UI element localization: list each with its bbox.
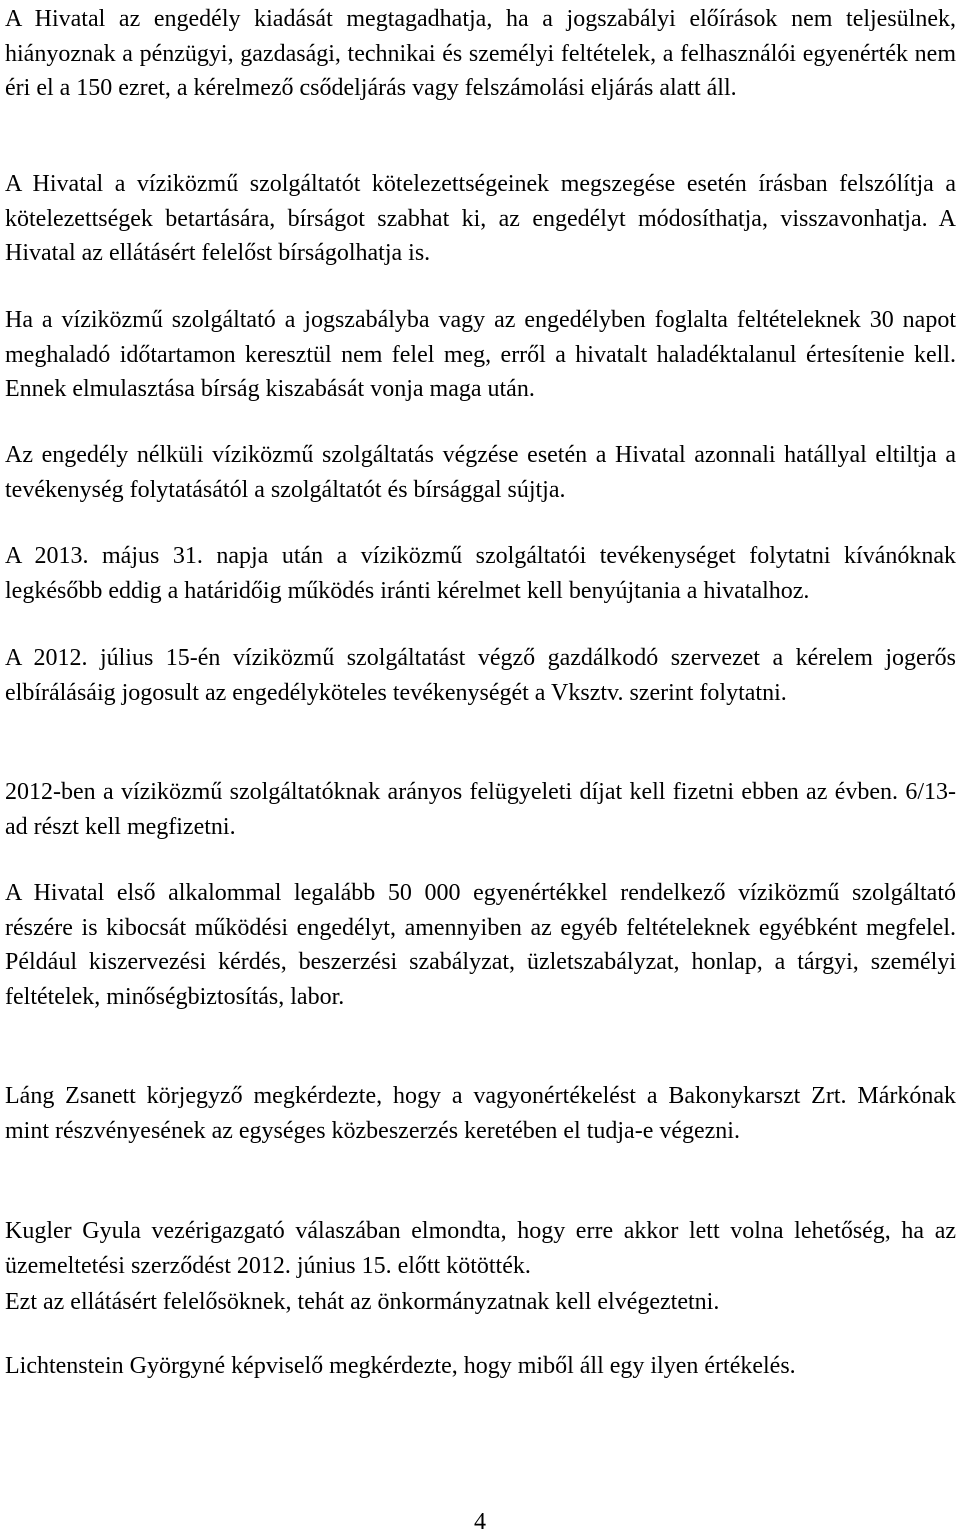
paragraph: A 2013. május 31. napja után a víziközmű szolgáltatói tevékenységet folytatni kívánóknak legkésőbb eddig a határidőig működés iránti kérelmet kell benyújtania a hivatalhoz. [5,543,956,604]
paragraph: Ha a víziközmű szolgáltató a jogszabályba vagy az engedélyben foglalta feltételeknek 30 napot meghaladó időtartamon keresztül nem felel meg, erről a hivatalt haladéktalanul értesítenie kell. Ennek elmulasztása bírság kiszabását vonja maga után. [5,307,956,402]
paragraph: Az engedély nélküli víziközmű szolgáltatás végzése esetén a Hivatal azonnali hatállyal eltiltja a tevékenység folytatásától a szolgáltatót és bírsággal sújtja. [5,442,956,503]
paragraph: Lichtenstein Györgyné képviselő megkérdezte, hogy miből áll egy ilyen értékelés. [5,1353,796,1379]
paragraph: Kugler Gyula vezérigazgató válaszában elmondta, hogy erre akkor lett volna lehetőség, ha az üzemeltetési szerződést 2012. június 15. előtt kötötték. [5,1218,956,1279]
paragraph: A Hivatal a víziközmű szolgáltatót kötelezettségeinek megszegése esetén írásban felszólítja a kötelezettségek betartására, bírságot szabhat ki, az engedélyt módosíthatja, visszavonhatja. A Hivatal az ellátásért felelőst bírságolhatja is. [5,171,956,266]
paragraph: A Hivatal első alkalommal legalább 50 000 egyenértékkel rendelkező víziközmű szolgáltató részére is kibocsát működési engedélyt, amennyiben az egyéb feltételeknek egyébként megfelel. Például kiszervezési kérdés, beszerzési szabályzat, üzletszabályzat, honlap, a tárgyi, személyi feltételek, minőségbiztosítás, labor. [5,880,956,1010]
page-number: 4 [474,1509,486,1535]
paragraph: Ezt az ellátásért felelősöknek, tehát az önkormányzatnak kell elvégeztetni. [5,1289,720,1315]
paragraph: 2012-ben a víziközmű szolgáltatóknak arányos felügyeleti díjat kell fizetni ebben az évben. 6/13-ad részt kell megfizetni. [5,779,956,840]
paragraph: Láng Zsanett körjegyző megkérdezte, hogy a vagyonértékelést a Bakonykarszt Zrt. Márkónak mint részvényesének az egységes közbeszerzés keretében el tudja-e végezni. [5,1083,956,1144]
paragraph: A 2012. július 15-én víziközmű szolgáltatást végző gazdálkodó szervezet a kérelem jogerős elbírálásáig jogosult az engedélyköteles tevékenységét a Vksztv. szerint folytatni. [5,645,956,706]
paragraph: A Hivatal az engedély kiadását megtagadhatja, ha a jogszabályi előírások nem teljesülnek, hiányoznak a pénzügyi, gazdasági, technikai és személyi feltételek, a felhasználói egyenérték nem éri el a 150 ezret, a kérelmező csődeljárás vagy felszámolási eljárás alatt áll. [5,6,956,101]
